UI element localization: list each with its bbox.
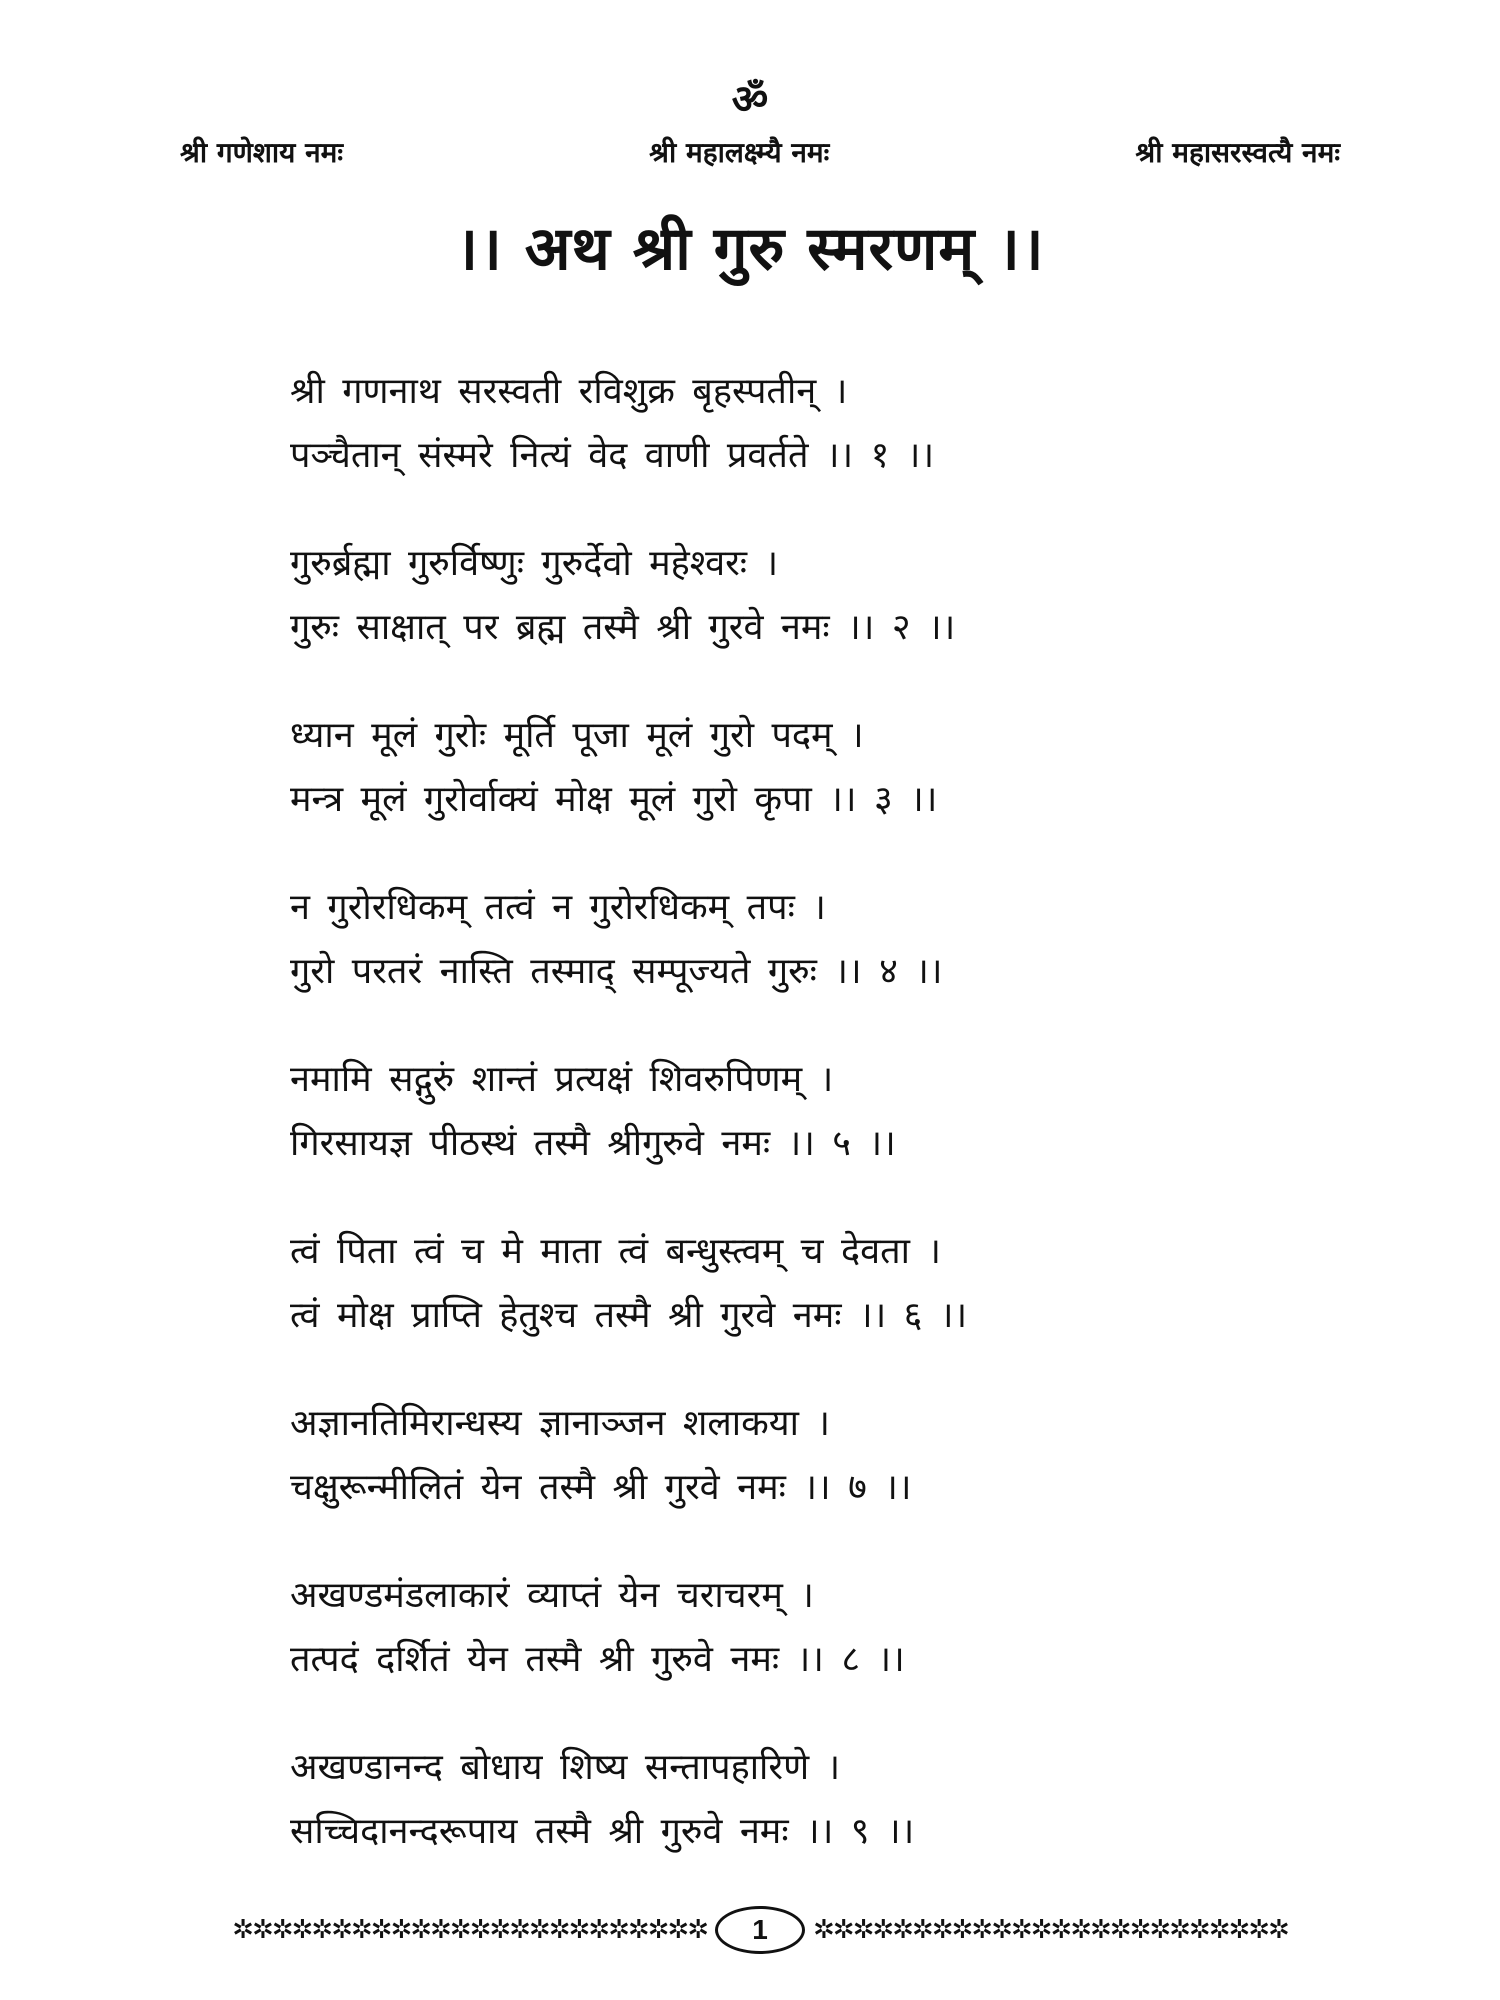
invocation-header — [180, 133, 1340, 171]
verse-1 — [290, 360, 1290, 532]
page-number: 1 — [715, 1906, 805, 1954]
invocation-ganesha: श्री गणेशाय नमः — [180, 136, 344, 169]
verse-line: गुरुर्ब्रह्मा गुरुर्विष्णुः गुरुर्देवो महेश्वरः । — [290, 543, 779, 584]
verse-line: त्वं पिता त्वं च मे माता त्वं बन्धुस्त्वम् च देवता । — [290, 1231, 942, 1272]
verse-line: गुरुः साक्षात् पर ब्रह्म तस्मै श्री गुरवे नमः ।। २ ।। — [290, 607, 956, 648]
verse-line: मन्त्र मूलं गुरोर्वाक्यं मोक्ष मूलं गुरो कृपा ।। ३ ।। — [290, 779, 938, 820]
footer-ornament-left: ✲✲✲✲✲✲✲✲✲✲✲✲✲✲✲✲✲✲✲✲✲✲✲✲ — [232, 1915, 707, 1945]
verse-line: श्री गणनाथ सरस्वती रविशुक्र बृहस्पतीन् । — [290, 371, 848, 412]
verse-2 — [290, 532, 1290, 704]
verse-9 — [290, 1736, 1290, 1908]
invocation-mahasaraswati: श्री महासरस्वत्यै नमः — [1135, 136, 1340, 169]
page-footer — [190, 1905, 1330, 1955]
verse-list — [290, 360, 1290, 1908]
verse-5 — [290, 1048, 1290, 1220]
verse-line: गिरसायज्ञ पीठस्थं तस्मै श्रीगुरुवे नमः ।। ५ ।। — [290, 1123, 896, 1164]
verse-line: अज्ञानतिमिरान्धस्य ज्ञानाञ्जन शलाकया । — [290, 1403, 831, 1444]
verse-line: नमामि सद्गुरुं शान्तं प्रत्यक्षं शिवरुपिणम् । — [290, 1059, 834, 1100]
verse-3 — [290, 704, 1290, 876]
verse-line: गुरो परतरं नास्ति तस्माद् सम्पूज्यते गुरुः ।। ४ ।। — [290, 951, 943, 992]
om-symbol: ॐ — [731, 77, 769, 123]
verse-4 — [290, 876, 1290, 1048]
verse-6 — [290, 1220, 1290, 1392]
verse-line: तत्पदं दर्शितं येन तस्मै श्री गुरुवे नमः ।। ८ ।। — [290, 1639, 905, 1680]
verse-line: चक्षुरून्मीलितं येन तस्मै श्री गुरवे नमः ।। ७ ।। — [290, 1467, 912, 1508]
invocation-mahalakshmi: श्री महालक्ष्म्यै नमः — [649, 136, 830, 169]
page-title: ।। अथ श्री गुरु स्मरणम् ।। — [455, 214, 1045, 284]
footer-ornament-right: ✲✲✲✲✲✲✲✲✲✲✲✲✲✲✲✲✲✲✲✲✲✲✲✲ — [813, 1915, 1288, 1945]
verse-line: ध्यान मूलं गुरोः मूर्ति पूजा मूलं गुरो पदम् । — [290, 715, 864, 756]
verse-line: न गुरोरधिकम् तत्वं न गुरोरधिकम् तपः । — [290, 887, 826, 928]
verse-line: अखण्डानन्द बोधाय शिष्य सन्तापहारिणे । — [290, 1747, 841, 1788]
verse-line: त्वं मोक्ष प्राप्ति हेतुश्च तस्मै श्री गुरवे नमः ।। ६ ।। — [290, 1295, 968, 1336]
verse-line: पञ्चैतान् संस्मरे नित्यं वेद वाणी प्रवर्तते ।। १ ।। — [290, 435, 935, 476]
verse-7 — [290, 1392, 1290, 1564]
verse-line: सच्चिदानन्दरूपाय तस्मै श्री गुरुवे नमः ।। ९ ।। — [290, 1811, 915, 1852]
verse-line: अखण्डमंडलाकारं व्याप्तं येन चराचरम् । — [290, 1575, 814, 1616]
verse-8 — [290, 1564, 1290, 1736]
